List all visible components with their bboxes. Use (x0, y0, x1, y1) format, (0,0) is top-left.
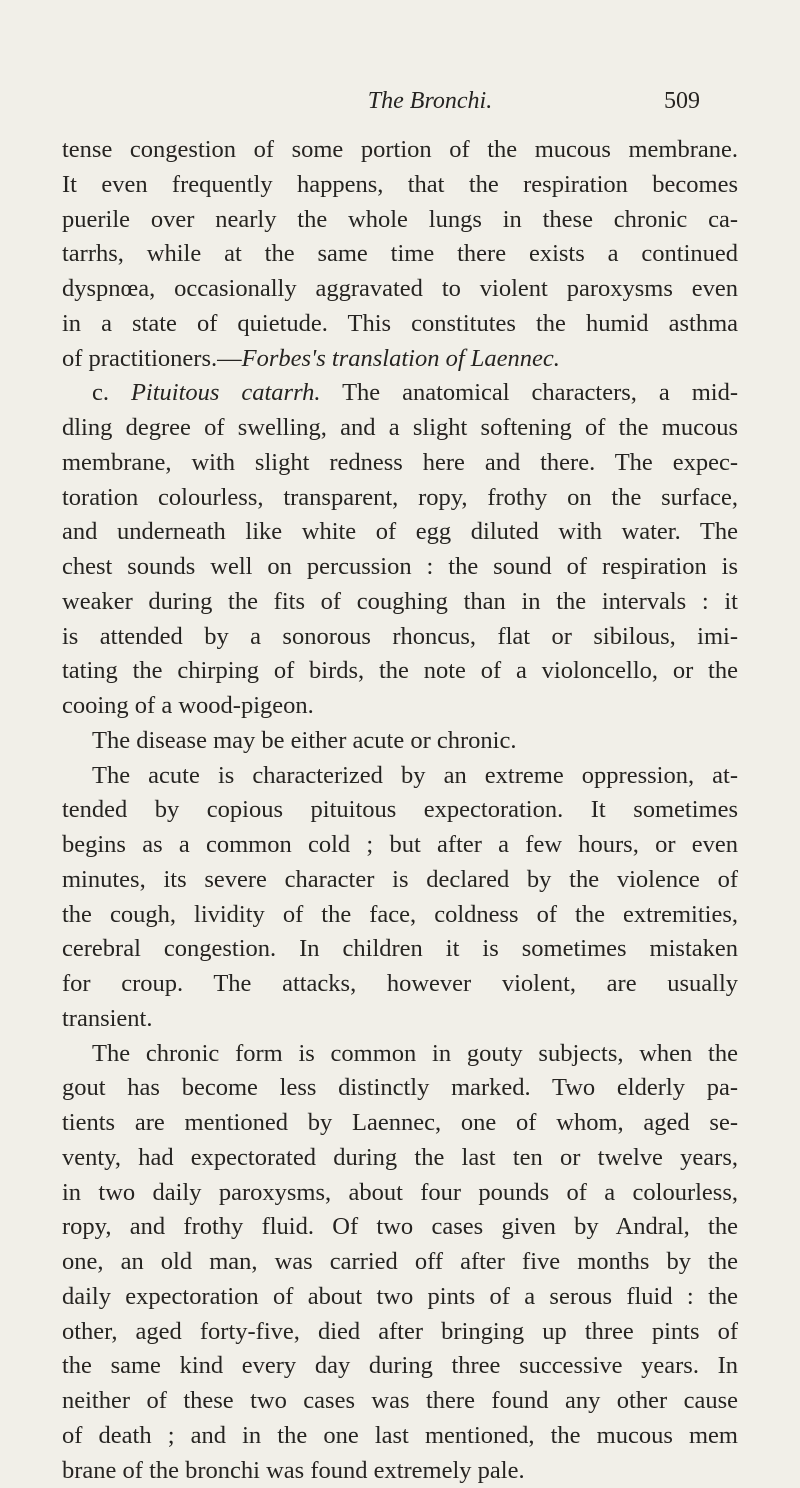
body-text (62, 133, 738, 1488)
text-line: dling degree of swelling, and a slight softening of the mucous (62, 411, 738, 446)
text-line: toration colourless, transparent, ropy, frothy on the surface, (62, 481, 738, 516)
text-line: cooing of a wood-pigeon. (62, 689, 738, 724)
text-line: neither of these two cases was there found any other cause (62, 1384, 738, 1419)
text-line: the same kind every day during three successive years. In (62, 1349, 738, 1384)
text-line: The disease may be either acute or chronic. (62, 724, 738, 759)
text-line: daily expectoration of about two pints of a serous fluid : the (62, 1280, 738, 1315)
text-line: the cough, lividity of the face, coldness of the extremities, (62, 898, 738, 933)
page-number: 509 (664, 84, 700, 118)
text-line: chest sounds well on percussion : the sound of respiration is (62, 550, 738, 585)
text-line: The acute is characterized by an extreme oppression, at- (62, 759, 738, 794)
text-line: venty, had expectorated during the last ten or twelve years, (62, 1141, 738, 1176)
text-line: tating the chirping of birds, the note of a violoncello, or the (62, 654, 738, 689)
text-line: tarrhs, while at the same time there exists a continued (62, 237, 738, 272)
text-line: membrane, with slight redness here and there. The expec- (62, 446, 738, 481)
running-head (0, 84, 800, 118)
text-line: of practitioners.—Forbes's translation of Laennec. (62, 342, 738, 377)
section-heading: Pituitous catarrh. (131, 379, 321, 406)
citation: Forbes's translation of Laennec. (242, 345, 560, 372)
text-line: puerile over nearly the whole lungs in these chronic ca- (62, 203, 738, 238)
text-line: dyspnœa, occasionally aggravated to violent paroxysms even (62, 272, 738, 307)
text-line: The chronic form is common in gouty subjects, when the (62, 1037, 738, 1072)
text-line: begins as a common cold ; but after a few hours, or even (62, 828, 738, 863)
text-line: in a state of quietude. This constitutes the humid asthma (62, 307, 738, 342)
text-line: and underneath like white of egg diluted with water. The (62, 515, 738, 550)
text-line: for croup. The attacks, however violent, are usually (62, 967, 738, 1002)
text-line: tients are mentioned by Laennec, one of whom, aged se- (62, 1106, 738, 1141)
text-line: other, aged forty-five, died after bringing up three pints of (62, 1315, 738, 1350)
text-line: gout has become less distinctly marked. Two elderly pa- (62, 1071, 738, 1106)
text-line: cerebral congestion. In children it is sometimes mistaken (62, 932, 738, 967)
text-line: brane of the bronchi was found extremely pale. (62, 1454, 738, 1488)
text-line: one, an old man, was carried off after five months by the (62, 1245, 738, 1280)
text-line: transient. (62, 1002, 738, 1037)
text-line: tended by copious pituitous expectoration. It sometimes (62, 793, 738, 828)
text-line: It even frequently happens, that the respiration becomes (62, 168, 738, 203)
running-title: The Bronchi. (300, 84, 560, 118)
text-line: ropy, and frothy fluid. Of two cases given by Andral, the (62, 1210, 738, 1245)
text-line: of death ; and in the one last mentioned, the mucous mem (62, 1419, 738, 1454)
text-line: is attended by a sonorous rhoncus, flat or sibilous, imi- (62, 620, 738, 655)
text-line: minutes, its severe character is declared by the violence of (62, 863, 738, 898)
text-line: tense congestion of some portion of the mucous membrane. (62, 133, 738, 168)
text-line: c. Pituitous catarrh. The anatomical characters, a mid- (62, 376, 738, 411)
text-line: weaker during the fits of coughing than in the intervals : it (62, 585, 738, 620)
text-line: in two daily paroxysms, about four pounds of a colourless, (62, 1176, 738, 1211)
